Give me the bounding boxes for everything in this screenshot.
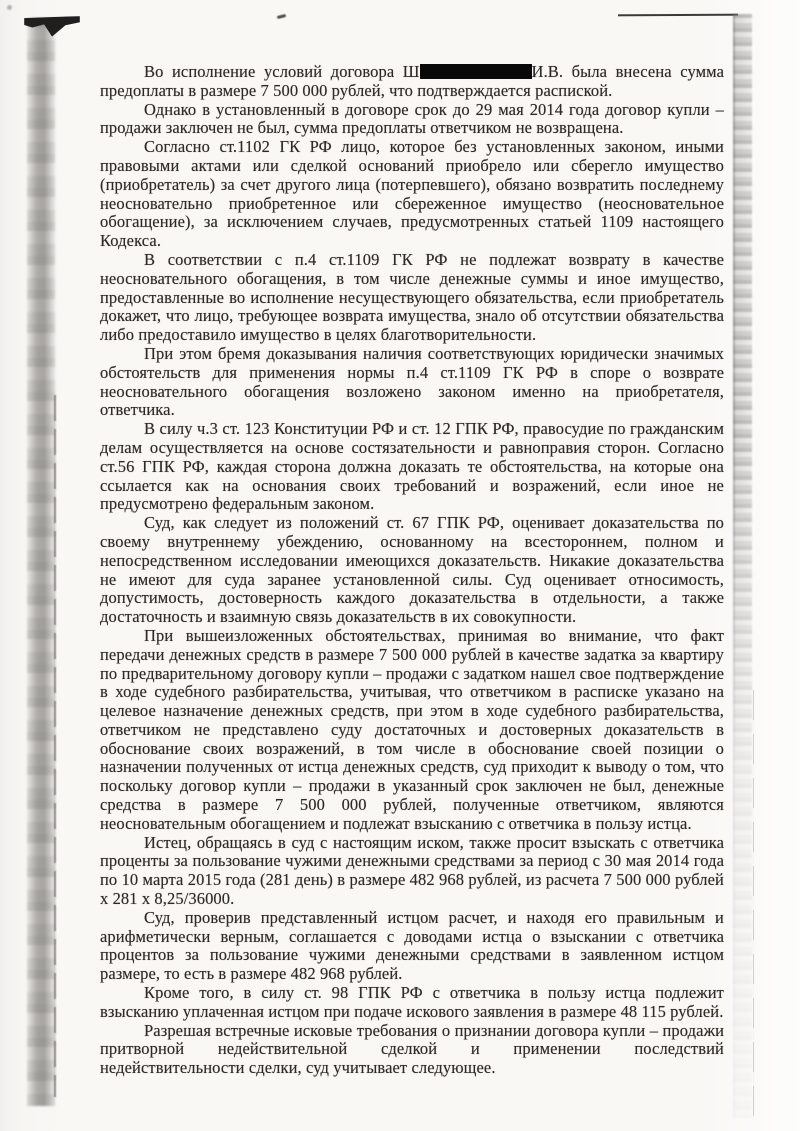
left-binding-shadow [27, 18, 55, 1106]
right-page-edge-shadow [733, 14, 752, 1118]
paragraph: Однако в установленный в договоре срок до 29 мая 2014 года договор купли – продажи заключен не был, сумма предоплаты ответчиком не возвращена. [100, 99, 724, 138]
paragraph: Разрешая встречные исковые требования о признании договора купли – продажи притворной недействительной сделкой и применении последствий недействительности сделки, суд учитывает следующее. [100, 1020, 724, 1078]
paragraph: Суд, как следует из положений ст. 67 ГПК РФ, оценивает доказательства по своему внутреннему убеждению, основанному на всестороннем, полном и непосредственном исследовании имеющихся доказательств. Никакие доказательства не имеют для суда заранее установленной силы. Суд оценивает относимость, допустимость, достоверность каждого доказательства в отдельности, а также достаточность и взаимную связь доказательств в их совокупности. [100, 513, 724, 627]
left-binding-crease-line [54, 395, 56, 1097]
paragraph: Кроме того, в силу ст. 98 ГПК РФ с ответчика в пользу истца подлежит взысканию уплаченная истцом при подаче искового заявления в размере 48 115 рублей. [100, 983, 724, 1021]
paragraph: Истец, обращаясь в суд с настоящим иском, также просит взыскать с ответчика проценты за пользование чужими денежными средствами за период с 30 мая 2014 года по 10 марта 2015 года (281 день) в размере 482 968 рублей, из расчета 7 500 000 рублей х 281 х 8,25/36000. [100, 832, 724, 909]
top-right-scan-line [618, 14, 738, 17]
paragraph: При этом бремя доказывания наличия соответствующих юридически значимых обстоятельств для применения нормы п.4 ст.1109 ГК РФ в споре о возврате неосновательного обогащения возложено законом именно на приобретателя, ответчика. [100, 343, 724, 420]
document-text [100, 63, 724, 1078]
paragraph: При вышеизложенных обстоятельствах, принимая во внимание, что факт передачи денежных средств в размере 7 500 000 рублей в качестве задатка за квартиру по предварительному договору купли – продажи с задатком нашел свое подтверждение в ходе судебного разбирательства, учитывая, что ответчиком в расписке указано на целевое назначение денежных средств, при этом в ходе судебного разбирательства, ответчиком не представлено суду достаточных и достоверных доказательств в обоснование своих возражений, в том числе в обоснование своей позиции о назначении полученных от истца денежных средств, суд приходит к выводу о том, что поскольку договор купли – продажи в указанный срок заключен не был, денежные средства в размере 7 500 000 рублей, полученные ответчиком, являются неосновательным обогащением и подлежат взысканию с ответчика в пользу истца. [100, 625, 724, 833]
scan-speck [277, 14, 286, 19]
paragraph: Во исполнение условий договора Ш И.В. была внесена сумма предоплаты в размере 7 500 000 рублей, что подтверждается распиской. [100, 62, 724, 100]
right-page-edge-faint-line [753, 690, 754, 1120]
redaction-box [420, 64, 532, 79]
paragraph: В соответствии с п.4 ст.1109 ГК РФ не подлежат возврату в качестве неосновательного обогащения, в том числе денежные суммы и иное имущество, предоставленные во исполнение несуществующего обязательства, если приобретатель докажет, что лицо, требующее возврата имущества, знало об отсутствии обязательства либо предоставило имущество в целях благотворительности. [100, 249, 724, 345]
paragraph: В силу ч.3 ст. 123 Конституции РФ и ст. 12 ГПК РФ, правосудие по гражданским делам осуществляется на основе состязательности и равноправия сторон. Согласно ст.56 ГПК РФ, каждая сторона должна доказать те обстоятельства, на которые она ссылается как на основания своих требований и возражений, если иное не предусмотрено федеральным законом. [100, 419, 724, 514]
paragraph: Согласно ст.1102 ГК РФ лицо, которое без установленных законом, иными правовыми актами или сделкой оснований приобрело или сберегло имущество (приобретатель) за счет другого лица (потерпевшего), обязано возвратить последнему неосновательно приобретенное или сбереженное имущество (неосновательное обогащение), за исключением случаев, предусмотренных статьей 1109 настоящего Кодекса. [100, 137, 724, 251]
scan-speck [7, 5, 12, 10]
paragraph: Суд, проверив представленный истцом расчет, и находя его правильным и арифметически верным, соглашается с доводами истца о взыскании с ответчика процентов за пользование чужими денежными средствами в заявленном истцом размере, то есть в размере 482 968 рублей. [100, 907, 724, 984]
